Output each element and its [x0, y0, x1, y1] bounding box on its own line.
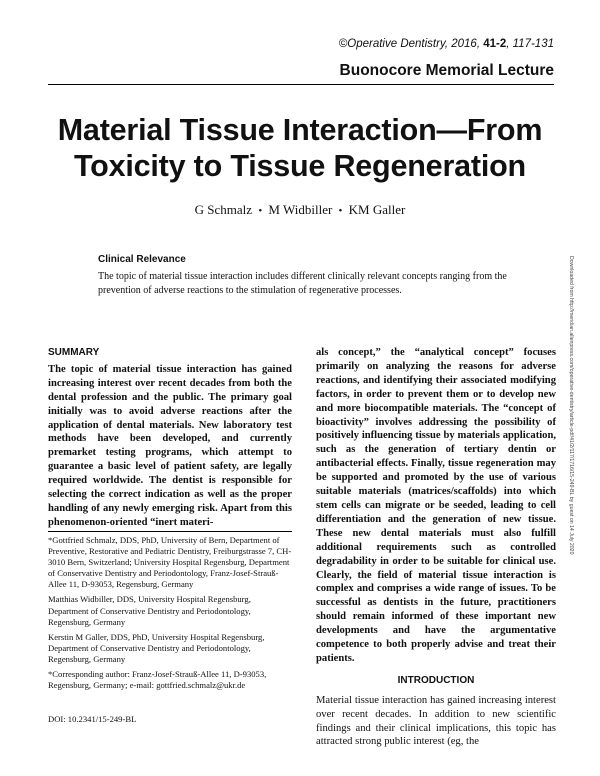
- summary-text-right: als concept,” the “analytical concept” focuses primarily on analyzing the reasons for adverse reactions, and identifying their associated modifying factors, in order to prevent them or to develop new and more biocompatible materials. The “concept of bioactivity” involves addressing the possibility of positively influencing tissue by materials application, such as the generation of tertiary dentin or antibacterial effects. Finally, tissue regeneration may be supported and promoted by the use of various suitable materials (matrices/scaffolds) into which stem cells can migrate or be seeded, leading to cell differentiation and the generation of new tissue. These new dental materials must also fulfill additional requirements such as controlled degradability in order to be suitable for clinical use. Clearly, the field of material tissue interaction is complex and comprises a wide range of issues. To be successful as dentists in the future, practitioners should remain informed of these important new developments and have the argumentative competence to both properly advise and treat their patients.: [316, 347, 556, 664]
- footnote: *Corresponding author: Franz-Josef-Strauß-Allee 11, D-93053, Regensburg, Germany; e-mail: gottfried.schmalz@ukr.de: [48, 669, 267, 691]
- header-rule: [48, 84, 554, 85]
- journal-year: , 2016,: [444, 38, 484, 50]
- footnote: Kerstin M Galler, DDS, PhD, University Hospital Regensburg, Department of Conservative Dentistry and Periodontology, Regensburg, Germany: [48, 631, 265, 664]
- journal-name: Operative Dentistry: [347, 38, 445, 50]
- footnote: Matthias Widbiller, DDS, University Hospital Regensburg, Department of Conservative Dentistry and Periodontology, Regensburg, Germany: [48, 594, 251, 627]
- journal-volume: 41-2: [483, 38, 507, 50]
- title-line-2: Toxicity to Tissue Regeneration: [74, 149, 526, 183]
- article-title: [40, 112, 560, 184]
- author-1: G Schmalz: [194, 202, 253, 217]
- title-line-1: Material Tissue Interaction—From: [57, 113, 543, 147]
- doi: DOI: 10.2341/15-249-BL: [48, 714, 137, 724]
- author-list: [0, 202, 600, 218]
- author-separator: •: [258, 205, 263, 217]
- author-2: M Widbiller: [268, 202, 333, 217]
- right-column: [316, 346, 556, 749]
- clinical-relevance-heading: Clinical Relevance: [98, 254, 186, 265]
- journal-pages: , 117-131: [506, 38, 554, 50]
- introduction-text: Material tissue interaction has gained increasing interest over recent decades. In addition to new scientific findings and their clinical implications, this topic has attracted strong public interest (eg, the: [316, 694, 556, 748]
- journal-citation: [339, 38, 554, 50]
- summary-heading: SUMMARY: [48, 347, 100, 358]
- copyright-symbol: ©: [338, 38, 348, 50]
- summary-text-left: The topic of material tissue interaction has gained increasing interest over recent decades from both the dental profession and the public. The primary goal initially was to avoid adverse reactions after the application of dental materials. New laboratory test methods have been developed, and currently premarket testing programs, which attempt to guarantee a basic level of patient safety, are legally required worldwide. The dentist is responsible for selecting the correct indication as well as the proper handling of any newly emerging risk. Apart from this phenomenon-oriented “inert materi-: [48, 363, 292, 528]
- download-watermark: [566, 256, 574, 676]
- author-separator: •: [338, 205, 343, 217]
- author-footnotes: [48, 531, 292, 695]
- left-column: [48, 346, 292, 530]
- section-label: Buonocore Memorial Lecture: [339, 62, 554, 79]
- clinical-relevance-text: The topic of material tissue interaction includes different clinically relevant concepts ranging from the prevention of adverse reactions to the stimulation of regenerative processes.: [98, 271, 507, 296]
- introduction-heading: INTRODUCTION: [397, 674, 475, 686]
- footnote: *Gottfried Schmalz, DDS, PhD, University of Bern, Department of Preventive, Restorative and Pediatric Dentistry, Freiburgstrasse 7, CH-3010 Bern, Switzerland; University Hospital Regensburg, Department of Conservative Dentistry and Periodontology, Franz-Josef-Strauß-Allee 11, D-93053, Regensburg, Germany: [48, 535, 292, 590]
- download-watermark-text: Downloaded from http://meridian.allenpress.com/operative-dentistry/article-pdf/41/2/117/1716/15-249-BL by guest on 14 July 2020: [568, 256, 574, 555]
- author-3: KM Galler: [348, 202, 406, 217]
